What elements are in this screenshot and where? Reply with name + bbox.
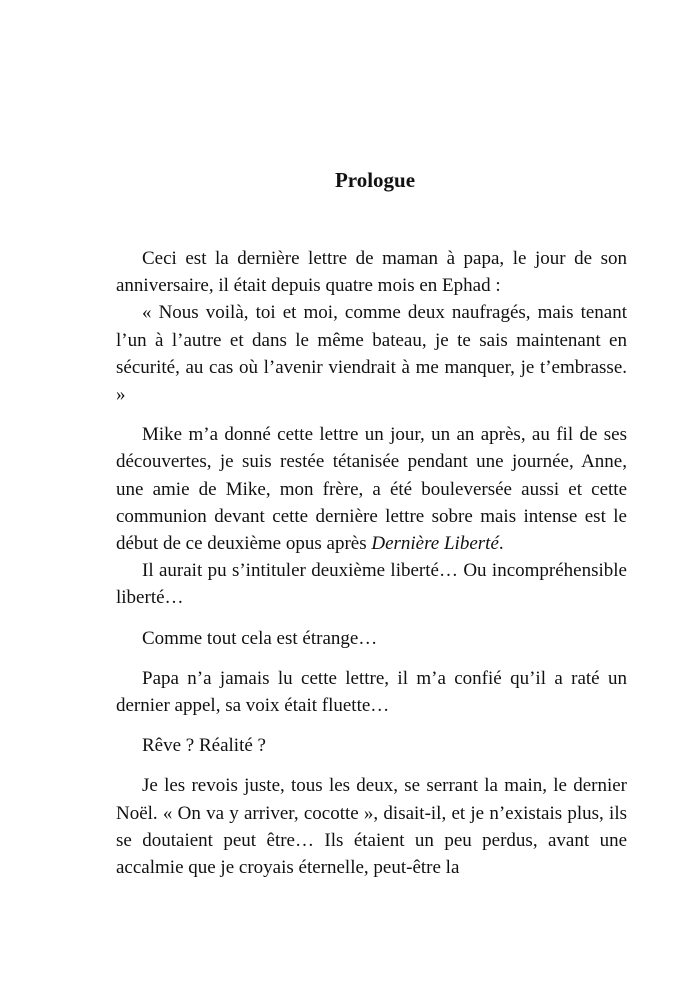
paragraph-papa: Papa n’a jamais lu cette lettre, il m’a confié qu’il a raté un dernier appel, sa voix était fluette… <box>116 667 627 717</box>
paragraph-etrange: Comme tout cela est étrange… <box>142 627 378 649</box>
paragraph-liberte: Il aurait pu s’intituler deuxième liberté… Ou incompréhensible liberté… <box>116 560 627 609</box>
chapter-title: Prologue <box>334 168 416 192</box>
paragraph-mike-text: Mike m’a donné cette lettre un jour, un an après, au fil de ses découvertes, je suis restée tétanisée pendant une journée, Anne, une amie de Mike, mon frère, a été bouleversée aussi et cette communion devant cette dernière lettre sobre mais intense est le début de ce deuxième opus après <box>116 424 627 555</box>
paragraph-mike-end: . <box>498 533 504 555</box>
paragraph-reve: Rêve ? Réalité ? <box>142 735 266 757</box>
paragraph-letter-intro: Ceci est la dernière lettre de maman à papa, le jour de son anniversaire, il était depuis quatre mois en Ephad : <box>116 248 627 297</box>
paragraph-letter-quote: « Nous voilà, toi et moi, comme deux naufragés, mais tenant l’un à l’autre et dans le même bateau, je te sais maintenant en sécurité, au cas où l’avenir viendrait à me manquer, je t’embrasse. » <box>116 302 627 406</box>
paragraph-noel: Je les revois juste, tous les deux, se serrant la main, le dernier Noël. « On va y arriver, cocotte », disait-il, et je n’existais plus, ils se doutaient peut être… Ils étaient un peu perdus, avant une accalmie que je croyais éternelle, peut-être la <box>116 775 627 879</box>
body-text <box>116 245 627 881</box>
paragraph-mike <box>116 421 627 557</box>
book-title-italic: Dernière Liberté <box>371 533 499 555</box>
